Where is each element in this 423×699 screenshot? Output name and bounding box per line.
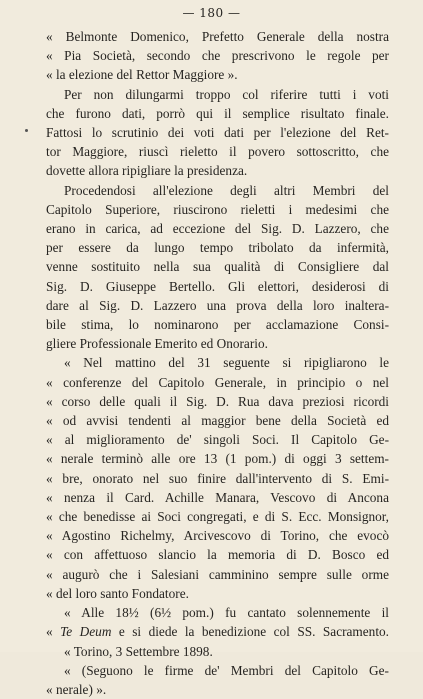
- text-line: « Torino, 3 Settembre 1898.: [64, 643, 213, 659]
- text-line: « Belmonte Domenico, Prefetto Generale della nostra: [46, 29, 389, 44]
- text-line: « bre, onorato nel suo finire dall'intervento di S. Emi-: [46, 470, 389, 486]
- text-line: dare al Sig. D. Lazzero una prova della loro inaltera-: [46, 297, 389, 313]
- text-line: « (Seguono le firme de' Membri del Capitolo Ge-: [64, 662, 389, 678]
- text-line: « conferenze del Capitolo Generale, in principio o nel: [46, 374, 389, 390]
- text-line: « al miglioramento de' singoli Soci. Il Capitolo Ge-: [46, 432, 389, 448]
- text-line: « del loro santo Fondatore.: [46, 585, 189, 601]
- text-line: che furono dati, porrò qui il semplice risultato finale.: [46, 105, 389, 121]
- text-line: tor Maggiore, riuscì rieletto il povero sottoscritto, che: [46, 144, 389, 160]
- text-line: venne sostituito nella sua qualità di Consigliere dal: [46, 259, 389, 275]
- body-text: [46, 27, 389, 699]
- text-line: Procedendosi all'elezione degli altri Membri del: [64, 182, 389, 198]
- text-line: « Pia Società, secondo che prescrivono le regole per: [46, 48, 389, 64]
- text-line: « con affettuoso slancio la memoria di D. Bosco ed: [46, 547, 389, 563]
- text-line: dovette allora ripigliare la presidenza.: [46, 163, 248, 179]
- text-line: « Te Deum e si diede la benedizione col SS. Sacramento.: [46, 624, 389, 640]
- text-line: Per non dilungarmi troppo col riferire tutti i voti: [64, 86, 389, 102]
- text-line: « nerale) ».: [46, 681, 107, 697]
- text-line: « la elezione del Rettor Maggiore ».: [46, 67, 238, 83]
- text-line: per essere da lungo tempo tribolato da infermità,: [46, 240, 389, 256]
- text-line: bile stima, lo nominarono per acclamazione Consi-: [46, 317, 389, 333]
- margin-mark: [25, 129, 28, 132]
- text-line: erano in carica, ad eccezione del Sig. D. Lazzero, che: [46, 221, 389, 237]
- text-line: Sig. D. Giuseppe Bertello. Gli elettori, desiderosi di: [46, 278, 389, 294]
- text-line: Fattosi lo scrutinio dei voti dati per l'elezione del Ret-: [46, 125, 389, 141]
- text-line: « nenza il Card. Achille Manara, Vescovo di Ancona: [46, 489, 389, 505]
- text-line: « Nel mattino del 31 seguente si ripigliarono le: [64, 355, 389, 371]
- text-line: gliere Professionale Emerito ed Onorario.: [46, 336, 268, 352]
- text-line: « Agostino Richelmy, Arcivescovo di Torino, che evocò: [46, 528, 389, 544]
- text-line: « corso delle quali il Sig. D. Rua dava preziosi ricordi: [46, 393, 389, 409]
- text-line: « che benedisse ai Soci congregati, e di S. Ecc. Monsignor,: [46, 509, 389, 525]
- text-line: « od avvisi tendenti al maggior bene della Società ed: [46, 413, 389, 429]
- text-line: « nerale terminò alle ore 13 (1 pom.) di oggi 3 settem-: [46, 451, 389, 467]
- text-line: Capitolo Superiore, riuscirono rieletti i medesimi che: [46, 201, 389, 217]
- text-line: « Alle 18½ (6½ pom.) fu cantato solennemente il: [64, 605, 389, 621]
- text-line: « augurò che i Salesiani camminino sempre sulle orme: [46, 566, 389, 582]
- page-number: — 180 —: [182, 6, 241, 20]
- italic-phrase: Te Deum: [60, 624, 112, 640]
